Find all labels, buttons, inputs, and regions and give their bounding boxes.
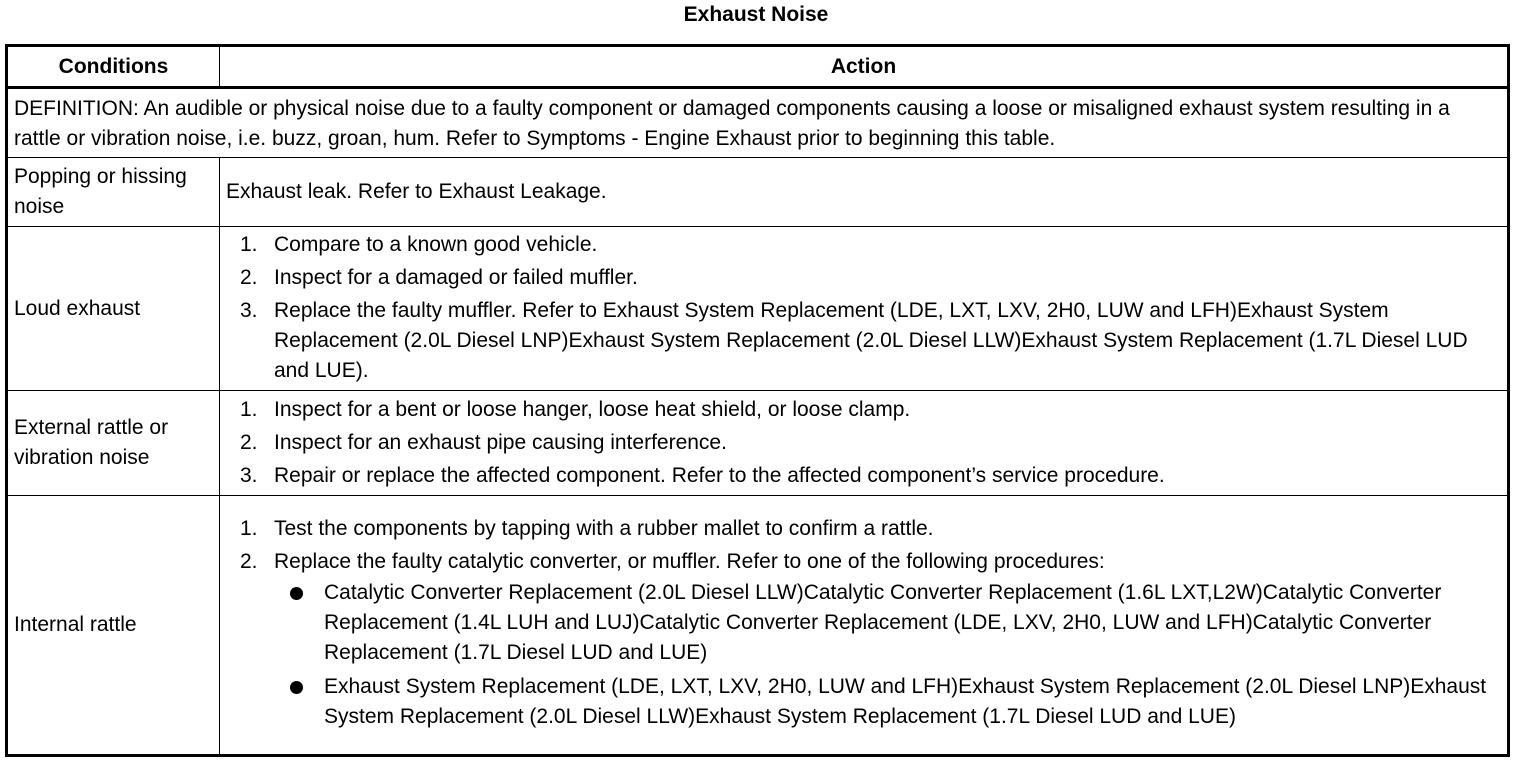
action-cell (220, 391, 1509, 496)
exhaust-noise-table (5, 44, 1510, 757)
step-text: Repair or replace the affected component. Refer to the affected component’s service procedure. (274, 463, 1165, 487)
condition-cell: Internal rattle (7, 496, 220, 756)
table-title: Exhaust Noise (683, 3, 829, 26)
step-text: Replace the faulty catalytic converter, or muffler. Refer to one of the following procedures: (274, 549, 1105, 573)
step-text: Inspect for a bent or loose hanger, loose heat shield, or loose clamp. (274, 397, 911, 421)
procedure-text: Exhaust System Replacement (LDE, LXT, LXV, 2H0, LUW and LFH)Exhaust System Replacement (2.0L Diesel LNP)Exhaust System Replacement (2.0L Diesel LLW)Exhaust System Replacement (1.7L Diesel LUD and LUE) (324, 674, 1487, 728)
step-number: 2. (240, 430, 258, 454)
action-header: Action (220, 46, 1509, 88)
step-item (240, 394, 1501, 427)
action-cell (220, 496, 1509, 756)
conditions-header: Conditions (7, 46, 220, 88)
step-text: Replace the faulty muffler. Refer to Exhaust System Replacement (LDE, LXT, LXV, 2H0, LUW and LFH)Exhaust System Replacement (2.0L Diesel LNP)Exhaust System Replacement (2.0L Diesel LLW)Exhaust System Replacement (1.7L Diesel LUD and LUE). (274, 299, 1468, 382)
step-item (240, 295, 1501, 388)
table-row (7, 158, 1509, 227)
procedure-item (324, 578, 1501, 668)
step-number: 2. (240, 549, 258, 573)
step-number: 1. (240, 233, 258, 256)
definition-row (7, 88, 1509, 158)
step-item (240, 427, 1501, 460)
step-item (240, 513, 1501, 546)
table-row (7, 496, 1509, 756)
step-item (240, 460, 1501, 493)
bullet-icon (290, 681, 303, 694)
step-number: 1. (240, 397, 258, 421)
procedure-item (324, 672, 1501, 732)
procedure-list (274, 578, 1501, 732)
procedure-text: Catalytic Converter Replacement (2.0L Diesel LLW)Catalytic Converter Replacement (1.6L LXT,L2W)Catalytic Converter Replacement (1.4L LUH and LUJ)Catalytic Converter Replacement (LDE, LXV, 2H0, LUW and LFH)Catalytic Converter Replacement (1.7L Diesel LUD and LUE) (324, 580, 1442, 664)
step-item (240, 229, 1501, 262)
table-row (7, 227, 1509, 391)
step-text: Compare to a known good vehicle. (274, 233, 598, 256)
step-text: Inspect for a damaged or failed muffler. (274, 266, 638, 289)
step-list (226, 513, 1501, 738)
action-cell: Exhaust leak. Refer to Exhaust Leakage. (220, 158, 1509, 227)
step-number: 1. (240, 516, 258, 540)
condition-cell: External rattle or vibration noise (7, 391, 220, 496)
step-item (240, 546, 1501, 738)
table-row (7, 391, 1509, 496)
action-cell (220, 227, 1509, 391)
header-row (7, 46, 1509, 88)
step-number: 3. (240, 463, 258, 487)
step-item (240, 262, 1501, 295)
bullet-icon (290, 587, 303, 600)
step-number: 3. (240, 299, 258, 322)
step-list (226, 229, 1501, 388)
step-list (226, 394, 1501, 493)
condition-cell: Popping or hissing noise (7, 158, 220, 227)
definition-text: DEFINITION: An audible or physical noise due to a faulty component or damaged components causing a loose or misaligned exhaust system resulting in a rattle or vibration noise, i.e. buzz, groan, hum. Refer to Symptoms - Engine Exhaust prior to beginning this table. (7, 88, 1509, 158)
step-number: 2. (240, 266, 258, 289)
condition-cell: Loud exhaust (7, 227, 220, 391)
step-text: Test the components by tapping with a rubber mallet to confirm a rattle. (274, 516, 934, 540)
step-text: Inspect for an exhaust pipe causing interference. (274, 430, 727, 454)
